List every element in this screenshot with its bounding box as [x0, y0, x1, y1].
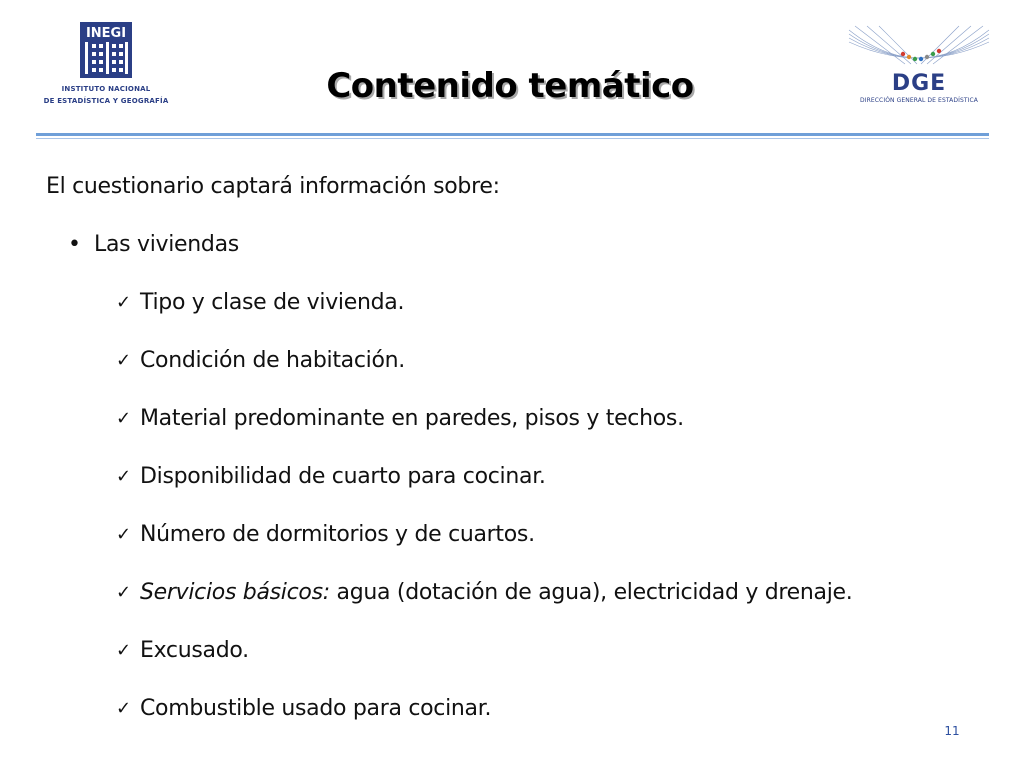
- list-item: [46, 346, 996, 376]
- bullet-label: Las viviendas: [94, 232, 239, 257]
- list-item-label: Disponibilidad de cuarto para cocinar.: [140, 464, 546, 489]
- list-item: [46, 288, 996, 318]
- list-item-emphasis: Servicios básicos:: [140, 580, 330, 605]
- slide-title: Contenido temático: [326, 66, 694, 106]
- list-item: [46, 578, 996, 608]
- checkmark-icon: ✓: [116, 408, 131, 429]
- list-item: [46, 636, 996, 666]
- list-item-label: Material predominante en paredes, pisos y techos.: [140, 406, 684, 431]
- checkmark-icon: ✓: [116, 292, 131, 313]
- list-item: [46, 404, 996, 434]
- list-item-label: Combustible usado para cocinar.: [140, 696, 492, 721]
- checklist: [46, 288, 996, 724]
- dge-logo-mark: [845, 24, 993, 94]
- bullet-viviendas: [46, 230, 996, 260]
- list-item-label: Excusado.: [140, 638, 249, 663]
- checkmark-icon: ✓: [116, 582, 131, 603]
- inegi-caption-line1: INSTITUTO NACIONAL: [61, 85, 151, 93]
- checkmark-icon: ✓: [116, 640, 131, 661]
- header-divider: [36, 133, 989, 136]
- list-item-label: agua (dotación de agua), electricidad y drenaje.: [329, 580, 853, 605]
- list-item: [46, 462, 996, 492]
- list-item-label: Tipo y clase de vivienda.: [140, 290, 405, 315]
- list-item: [46, 520, 996, 550]
- slide-content: [46, 172, 996, 724]
- dge-logo: [845, 24, 993, 110]
- inegi-wordmark: INEGI: [85, 26, 127, 41]
- checkmark-icon: ✓: [116, 466, 131, 487]
- header-divider-thin: [36, 138, 989, 139]
- page-number: 11: [944, 724, 960, 738]
- inegi-logo: [36, 22, 176, 112]
- bullet-dot-icon: •: [68, 232, 81, 257]
- intro-text: El cuestionario captará información sobre:: [46, 174, 500, 199]
- list-item-label: Número de dormitorios y de cuartos.: [140, 522, 535, 547]
- checkmark-icon: ✓: [116, 524, 131, 545]
- dge-caption: DIRECCIÓN GENERAL DE ESTADÍSTICA: [860, 97, 978, 104]
- inegi-logo-mark: [80, 22, 132, 78]
- checkmark-icon: ✓: [116, 698, 131, 719]
- dge-wordmark: DGE: [891, 71, 947, 94]
- inegi-caption-line2: DE ESTADÍSTICA Y GEOGRAFÍA: [43, 97, 169, 105]
- checkmark-icon: ✓: [116, 350, 131, 371]
- list-item: [46, 694, 996, 724]
- list-item-label: Condición de habitación.: [140, 348, 405, 373]
